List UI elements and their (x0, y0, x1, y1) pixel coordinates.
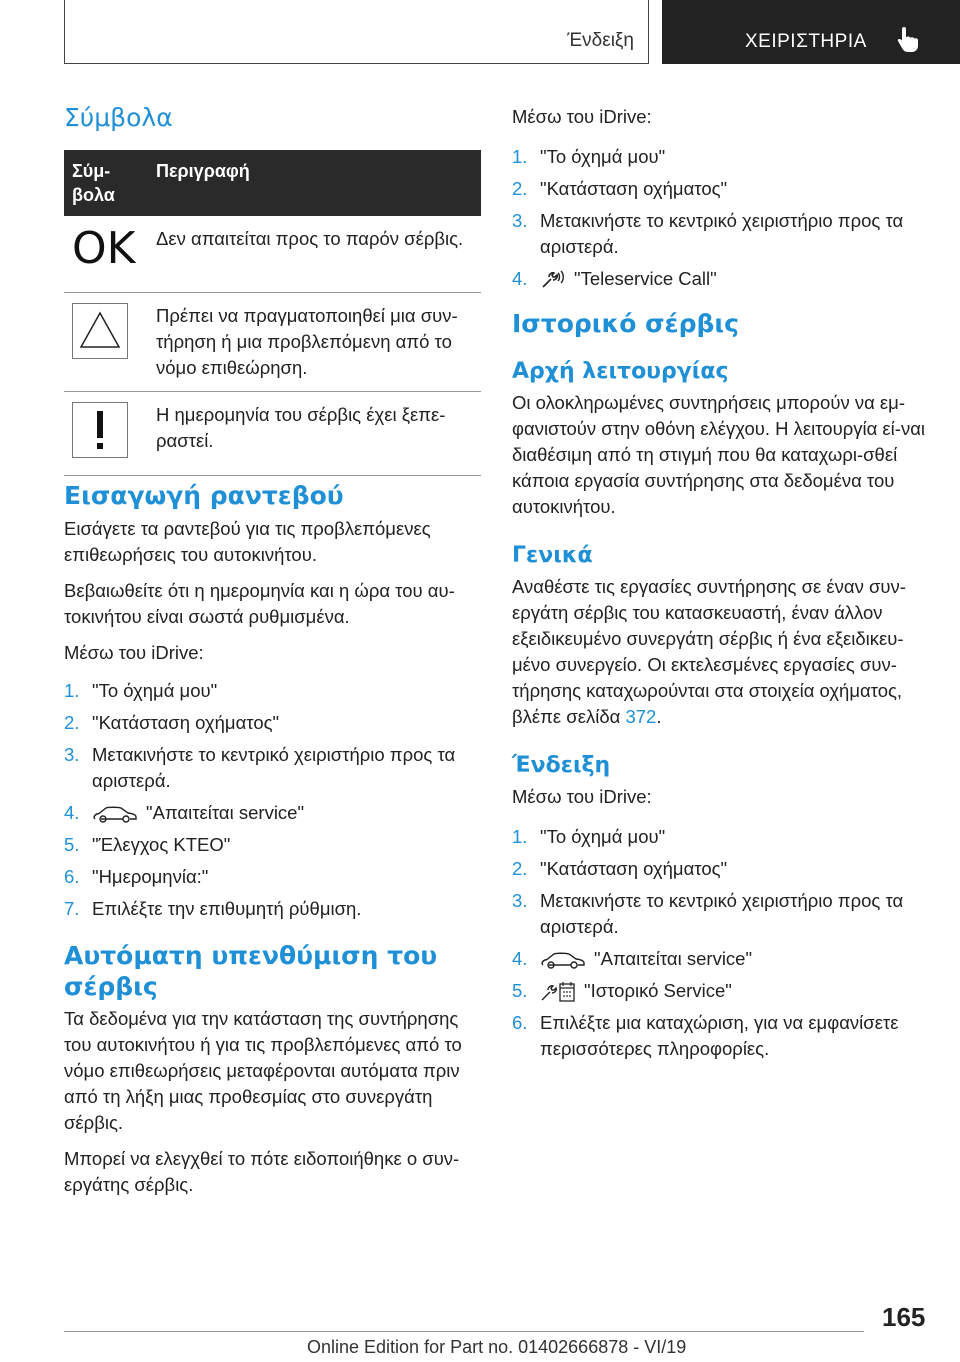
step-number: 1. (512, 146, 528, 167)
car-icon (540, 950, 586, 970)
step-number: 1. (64, 680, 80, 701)
header-section-box (64, 0, 649, 64)
step-number: 3. (512, 890, 528, 911)
step-text: "Απαιτείται service" (146, 802, 305, 823)
step-number: 6. (512, 1012, 528, 1033)
table-header-symbol (64, 150, 148, 216)
table-cell-description: Πρέπει να πραγματοποιηθεί μια συν-τήρηση ή μια προβλεπόμενη από το νόμο επιθεώρηση. (148, 293, 481, 392)
table-cell-description: Δεν απαιτείται προς το παρόν σέρβις. (148, 216, 481, 293)
car-icon (92, 804, 138, 824)
general-paragraph (512, 574, 927, 730)
table-row (64, 293, 481, 392)
step-number: 2. (64, 712, 80, 733)
list-item (64, 864, 481, 890)
step-text: Μετακινήστε το κεντρικό χειριστήριο προς τα αριστερά. (540, 890, 904, 937)
step-number: 4. (512, 268, 528, 289)
step-text: "Το όχημά μου" (540, 146, 666, 167)
principle-heading: Αρχή λειτουργίας (512, 359, 729, 384)
list-item (512, 208, 927, 260)
service-history-icon (540, 981, 576, 1003)
step-number: 5. (512, 980, 528, 1001)
step-text: "Teleservice Call" (574, 268, 717, 289)
history-heading: Ιστορικό σέρβις (512, 309, 739, 338)
right-column-body (512, 104, 927, 1068)
wrench-signal-icon (540, 270, 566, 290)
step-text: Μετακινήστε το κεντρικό χειριστήριο προς τα αριστερά. (540, 210, 904, 257)
symbols-heading: Σύμβολα (64, 103, 173, 132)
general-paragraph-end: . (656, 706, 662, 727)
step-number: 6. (64, 866, 80, 887)
table-header-symbol-line2: βολα (72, 185, 115, 205)
step-text: "Το όχημά μου" (92, 680, 218, 701)
table-cell-description: Η ημερομηνία του σέρβις έχει ξεπε-ραστεί. (148, 392, 481, 476)
hand-pointer-icon (893, 24, 923, 54)
list-item (64, 678, 481, 704)
list-item (64, 896, 481, 922)
step-number: 2. (512, 178, 528, 199)
appointments-paragraph-2: Βεβαιωθείτε ότι η ημερομηνία και η ώρα του αυ-τοκινήτου είναι σωστά ρυθμισμένα. (64, 580, 455, 627)
display-steps (512, 824, 927, 1062)
header-chapter-box (662, 0, 960, 64)
step-number: 3. (64, 744, 80, 765)
display-heading: Ένδειξη (512, 753, 611, 778)
list-item (512, 978, 927, 1004)
appointments-steps (64, 678, 481, 922)
step-text: "Το όχημά μου" (540, 826, 666, 847)
footer-edition: Online Edition for Part no. 01402666878 - VI/19 (307, 1337, 687, 1357)
step-number: 4. (512, 948, 528, 969)
auto-notify-paragraph-1: Τα δεδομένα για την κατάσταση της συντήρησης του αυτοκινήτου ή για τις προβλεπόμενες από το νόμο επιθεωρήσεις μεταφέρονται αυτόματα πριν από τη λήξη μιας προθεσμίας στο συνεργάτη σέρβις. (64, 1008, 462, 1133)
list-item (64, 800, 481, 826)
step-text: "Ιστορικό Service" (584, 980, 732, 1001)
general-heading: Γενικά (512, 543, 593, 568)
left-column-body (64, 480, 481, 1198)
step-text: Επιλέξτε μια καταχώριση, για να εμφανίσετε περισσότερες πληροφορίες. (540, 1012, 899, 1059)
step-text: "Κατάσταση οχήματος" (92, 712, 280, 733)
general-paragraph-text: Αναθέστε τις εργασίες συντήρησης σε έναν συν-εργάτη σέρβις του κατασκευαστή, έναν άλλον εξειδικευμένο συνεργάτη σέρβις ή ένα εξειδικευ-μένο συνεργείο. Οι εκτελεσμένες εργασίες συν-τήρησης καταχωρούνται στα στοιχεία οχήματος, βλέπε σελίδα (512, 576, 906, 727)
step-text: "Κατάσταση οχήματος" (540, 178, 728, 199)
auto-notify-heading-line2: σέρβις (64, 972, 158, 1001)
list-item (512, 266, 927, 292)
appointments-via: Μέσω του iDrive: (64, 642, 204, 663)
step-number: 4. (64, 802, 80, 823)
list-item (512, 176, 927, 202)
step-number: 2. (512, 858, 528, 879)
step-number: 3. (512, 210, 528, 231)
step-number: 5. (64, 834, 80, 855)
step-text: "Απαιτείται service" (594, 948, 753, 969)
header-chapter-title: ΧΕΙΡΙΣΤΗΡΙΑ (745, 31, 867, 52)
table-row (64, 392, 481, 476)
ok-symbol: OK (72, 223, 136, 274)
table-header-description: Περιγραφή (148, 150, 481, 216)
step-text: "Ημερομηνία:" (92, 866, 209, 887)
step-text: "Έλεγχος ΚΤΕΟ" (92, 834, 231, 855)
list-item (512, 824, 927, 850)
list-item (512, 1010, 927, 1062)
step-text: "Κατάσταση οχήματος" (540, 858, 728, 879)
step-text: Επιλέξτε την επιθυμητή ρύθμιση. (92, 898, 362, 919)
list-item (512, 856, 927, 882)
symbols-table (64, 150, 481, 476)
list-item (64, 742, 481, 794)
list-item (64, 710, 481, 736)
list-item (512, 946, 927, 972)
table-header-row (64, 150, 481, 216)
principle-paragraph: Οι ολοκληρωμένες συντηρήσεις μπορούν να εμ-φανιστούν στην οθόνη ελέγχου. Η λειτουργία εί-ναι διαθέσιμη από τη στιγμή που θα καταχωρι-σθεί κάποια εργασία συντήρησης στα δεδομένα του αυτοκινήτου. (512, 392, 926, 517)
step-number: 7. (64, 898, 80, 919)
step-text: Μετακινήστε το κεντρικό χειριστήριο προς τα αριστερά. (92, 744, 456, 791)
header-section-title: Ένδειξη (567, 30, 634, 51)
display-via: Μέσω του iDrive: (512, 786, 652, 807)
page-number: 165 (882, 1302, 926, 1332)
auto-notify-heading-line1: Αυτόματη υπενθύμιση του (64, 941, 438, 970)
table-header-symbol-line1: Σύμ- (72, 161, 111, 181)
table-cell-symbol (64, 293, 148, 392)
step-number: 1. (512, 826, 528, 847)
list-item (512, 144, 927, 170)
appointments-paragraph-1: Εισάγετε τα ραντεβού για τις προβλεπόμενες επιθεωρήσεις του αυτοκινήτου. (64, 518, 431, 565)
teleservice-steps (512, 144, 927, 292)
warning-triangle-icon (72, 303, 128, 359)
table-cell-symbol (64, 392, 148, 476)
table-cell-symbol (64, 216, 148, 293)
appointments-heading: Εισαγωγή ραντεβού (64, 481, 344, 510)
auto-notify-heading (64, 940, 481, 1002)
table-row (64, 216, 481, 293)
footer-divider (64, 1331, 864, 1332)
auto-notify-paragraph-2: Μπορεί να ελεγχθεί το πότε ειδοποιήθηκε ο συν-εργάτης σέρβις. (64, 1148, 460, 1195)
list-item (64, 832, 481, 858)
list-item (512, 888, 927, 940)
page-reference-link[interactable]: 372 (625, 706, 657, 727)
teleservice-via: Μέσω του iDrive: (512, 106, 652, 127)
exclamation-icon (72, 402, 128, 458)
